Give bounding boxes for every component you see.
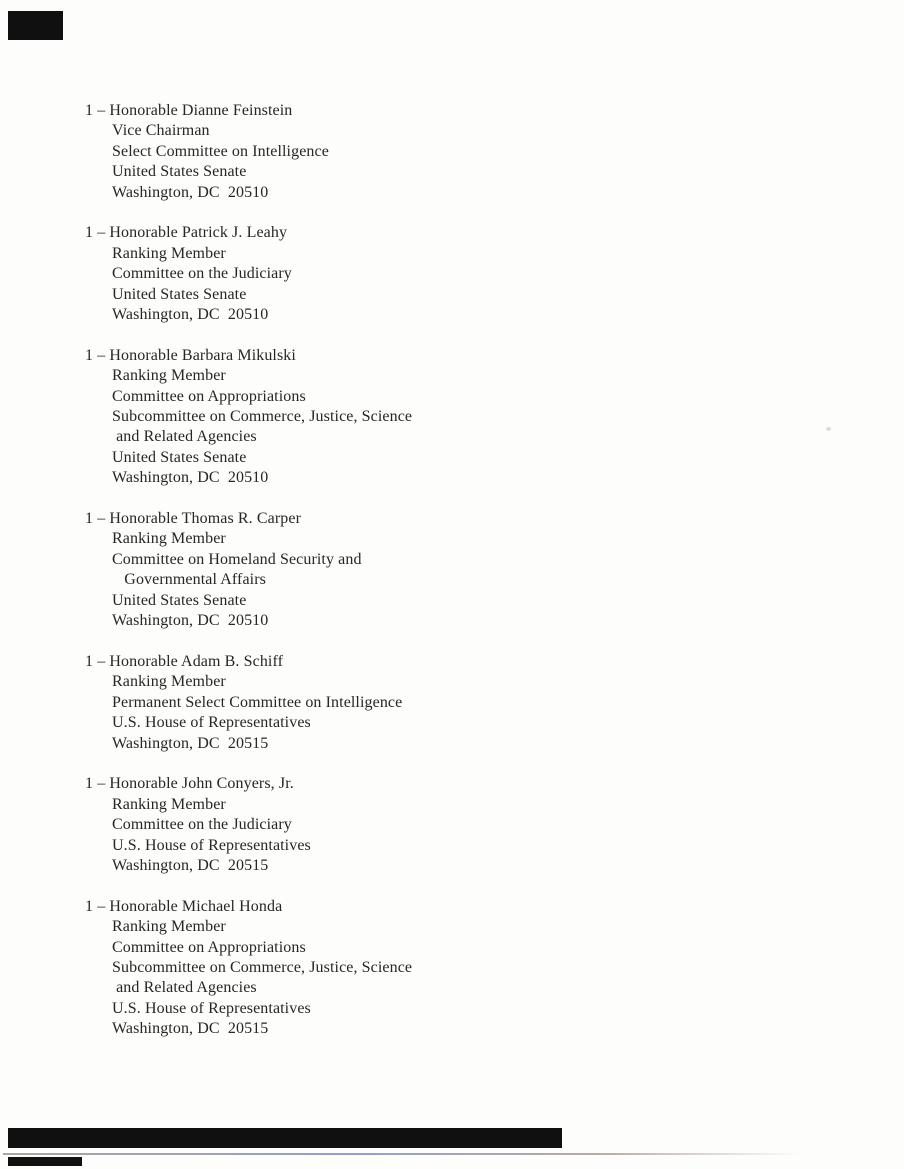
address-line: and Related Agencies [112,979,257,997]
address-line: Subcommittee on Commerce, Justice, Science [112,408,413,426]
address-line: Washington, DC 20510 [112,469,269,487]
address-line: Governmental Affairs [112,571,266,589]
address-line: United States Senate [112,448,247,466]
address-line: Committee on the Judiciary [112,816,292,834]
address-line: Committee on Appropriations [112,938,306,956]
recipient-line: 1 – Honorable Patrick J. Leahy [85,224,288,242]
address-line: U.S. House of Representatives [112,714,311,732]
recipient-line: 1 – Honorable Barbara Mikulski [85,346,296,364]
address-line: United States Senate [112,163,247,181]
address-line: Ranking Member [112,367,226,385]
address-line: Vice Chairman [112,122,210,140]
scan-redaction-mark-bottom [8,1128,562,1148]
recipient-line: 1 – Honorable Thomas R. Carper [85,510,301,528]
distribution-entry [85,101,555,203]
distribution-entry [85,897,555,1040]
address-line: Washington, DC 20515 [112,734,269,752]
address-line: Washington, DC 20510 [112,183,269,201]
address-line: Washington, DC 20510 [112,306,269,324]
distribution-entry [85,509,555,631]
distribution-entry [85,346,555,489]
distribution-list [85,101,555,1060]
address-line: U.S. House of Representatives [112,836,311,854]
address-line: United States Senate [112,285,247,303]
recipient-line: 1 – Honorable Dianne Feinstein [85,102,293,119]
scan-speck [826,427,831,431]
address-line: Ranking Member [112,244,226,262]
address-line: Washington, DC 20510 [112,612,269,630]
address-line: U.S. House of Representatives [112,999,311,1017]
scan-redaction-mark-top-left [8,11,63,40]
recipient-line: 1 – Honorable Adam B. Schiff [85,652,284,670]
address-line: Permanent Select Committee on Intelligence [112,693,403,711]
recipient-line: 1 – Honorable Michael Honda [85,897,283,915]
address-line: United States Senate [112,591,247,609]
distribution-entry [85,652,555,754]
address-line: Ranking Member [112,673,226,691]
address-line: Ranking Member [112,530,226,548]
address-line: Committee on Homeland Security and [112,550,362,568]
address-line: Ranking Member [112,795,226,813]
address-line: and Related Agencies [112,428,257,446]
scan-redaction-mark-bottom-left [8,1157,82,1166]
distribution-entry [85,774,555,876]
address-line: Ranking Member [112,918,226,936]
distribution-entry [85,223,555,325]
recipient-line: 1 – Honorable John Conyers, Jr. [85,775,294,793]
address-line: Select Committee on Intelligence [112,142,329,160]
address-line: Subcommittee on Commerce, Justice, Science [112,958,413,976]
scan-artifact-line [3,1153,800,1155]
address-line: Washington, DC 20515 [112,856,269,874]
address-line: Committee on the Judiciary [112,265,292,283]
address-line: Committee on Appropriations [112,387,306,405]
address-line: Washington, DC 20515 [112,1020,269,1038]
